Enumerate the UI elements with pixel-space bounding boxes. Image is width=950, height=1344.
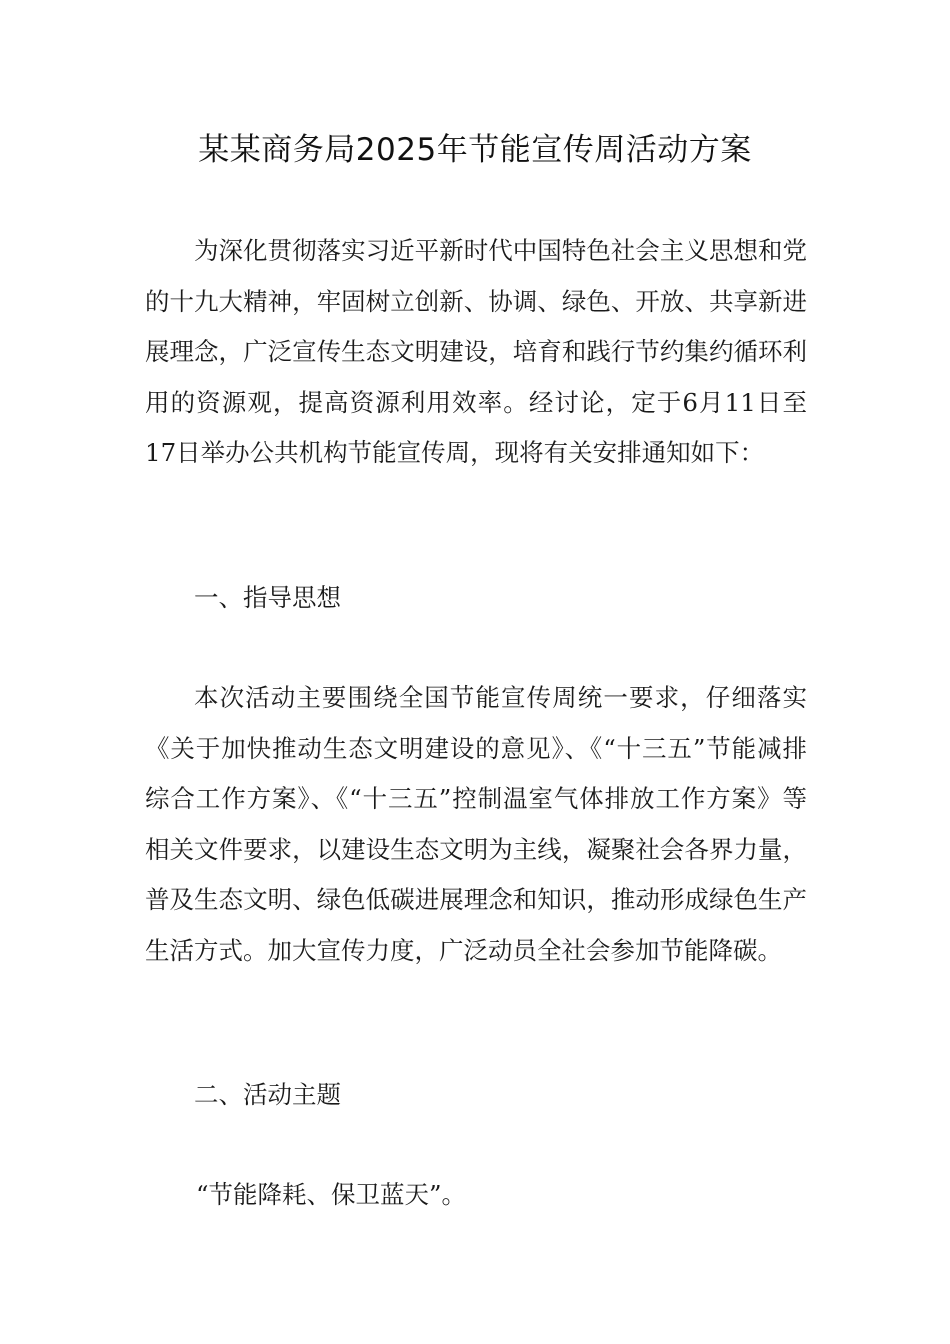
section-heading-activity-theme: 二、活动主题	[194, 1080, 341, 1109]
section-heading-guiding-ideology: 一、指导思想	[194, 583, 341, 612]
section-body-guiding-ideology: 本次活动主要围绕全国节能宣传周统一要求，仔细落实《关于加快推动生态文明建设的意见》、《“十三五”节能减排综合工作方案》、《“十三五”控制温室气体排放工作方案》等相关文件要求，以建设生态文明为主线，凝聚社会各界力量，普及生态文明、绿色低碳进展理念和知识，推动形成绿色生产生活方式。加大宣传力度，广泛动员全社会参加节能降碳。	[145, 683, 807, 965]
intro-paragraph: 为深化贯彻落实习近平新时代中国特色社会主义思想和党的十九大精神，牢固树立创新、协调、绿色、开放、共享新进展理念，广泛宣传生态文明建设，培育和践行节约集约循环利用的资源观，提高资源利用效率。经讨论，定于6月11日至17日举办公共机构节能宣传周，现将有关安排通知如下：	[145, 236, 807, 467]
activity-theme-slogan: “节能降耗、保卫蓝天”。	[196, 1180, 467, 1209]
document-title: 某某商务局2025年节能宣传周活动方案	[198, 132, 752, 168]
